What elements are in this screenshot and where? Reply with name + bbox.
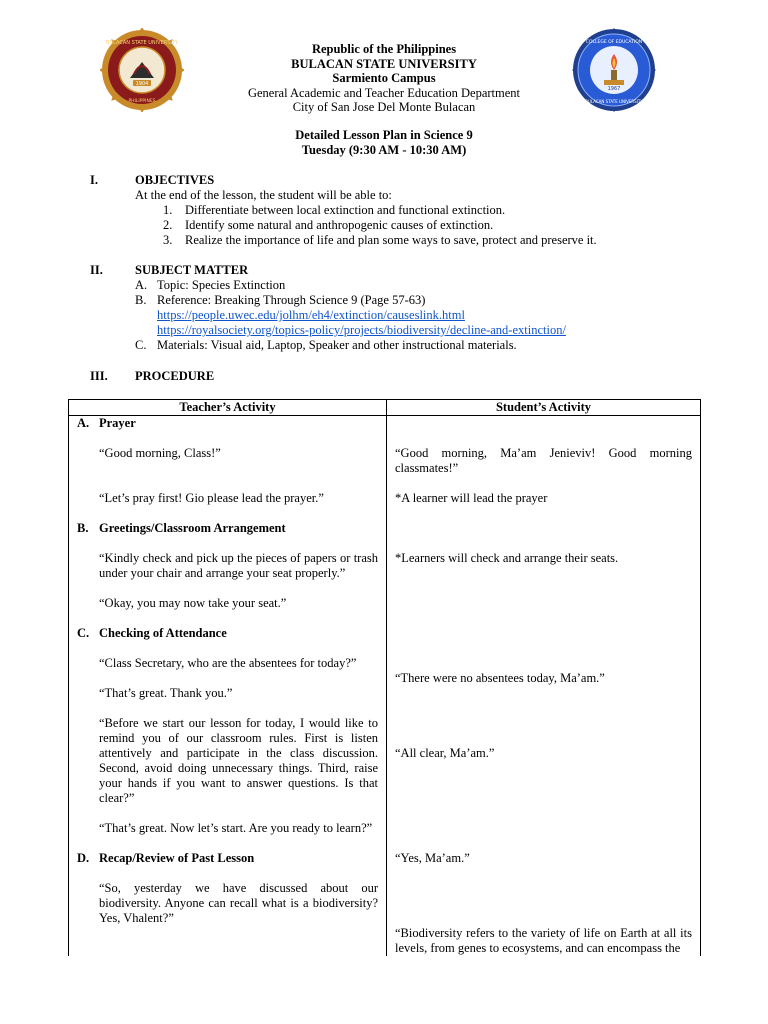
reference-link-royalsociety[interactable]: https://royalsociety.org/topics-policy/projects/biodiversity/decline-and-extinction/ [157,323,566,337]
bulacan-state-university-seal-icon [100,28,184,112]
title-line2: Tuesday (9:30 AM - 10:30 AM) [301,143,467,157]
procedure-table [68,399,701,956]
header-university: BULACAN STATE UNIVERSITY [291,56,477,71]
student-line: “All clear, Ma’am.” [395,746,495,760]
teacher-line: “Okay, you may now take your seat.” [99,596,287,610]
teacher-line: “That’s great. Now let’s start. Are you ready to learn?” [99,821,373,835]
student-line: “Yes, Ma’am.” [395,851,470,865]
teacher-line: “Let’s pray first! Gio please lead the prayer.” [99,491,324,505]
header-campus: Sarmiento Campus [332,71,436,85]
subject-title: SUBJECT MATTER [135,263,249,277]
student-line: “There were no absentees today, Ma’am.” [395,671,605,685]
right-seal-text-bottom: BULACAN STATE UNIVERSITY [585,99,643,104]
subject-reference: B. Reference: Breaking Through Science 9 (Page 57-63) [135,293,426,307]
left-seal-text-top: BULACAN STATE UNIVERSITY [106,40,178,46]
step-attendance: C. Checking of Attendance [77,626,227,640]
objectives-intro: At the end of the lesson, the student will be able to: [135,188,392,202]
procedure-number: III. [90,369,108,383]
teacher-line: “Kindly check and pick up the pieces of papers or trash under your chair and arrange your seat properly.” [99,551,378,580]
step-recap: D. Recap/Review of Past Lesson [77,851,255,865]
teacher-line: “Good morning, Class!” [99,446,221,460]
objective-item: 2. Identify some natural and anthropogenic causes of extinction. [163,218,494,232]
teacher-activity-header: Teacher’s Activity [69,400,387,416]
header-republic: Republic of the Philippines [311,42,457,56]
objectives-number: I. [90,173,98,187]
objective-item: 3. Realize the importance of life and plan some ways to save, protect and preserve it. [163,233,597,247]
left-seal-text-bottom: PHILIPPINES [128,99,156,104]
objectives-title: OBJECTIVES [135,173,215,187]
teacher-line: “So, yesterday we have discussed about our biodiversity. Anyone can recall what is a biodiversity? Yes, Vhalent?” [99,881,378,925]
step-greetings: B. Greetings/Classroom Arrangement [77,521,286,535]
student-line: “Biodiversity refers to the variety of life on Earth at all its levels, from genes to ecosystems, and can encompass the [395,926,692,955]
title-line1: Detailed Lesson Plan in Science 9 [295,128,473,142]
left-seal-year: 1904 [135,81,149,87]
teacher-line: “Class Secretary, who are the absentees for today?” [99,656,357,670]
objective-item: 1. Differentiate between local extinction and functional extinction. [163,203,506,217]
reference-link-uwec[interactable]: https://people.uwec.edu/jolhm/eh4/extinction/causeslink.html [157,308,465,322]
right-seal-year: 1967 [607,86,621,92]
student-activity-cell [387,416,701,957]
subject-materials: C. Materials: Visual aid, Laptop, Speaker and other instructional materials. [135,338,517,352]
subject-topic: A. Topic: Species Extinction [135,278,286,292]
subject-matter-section [90,263,730,358]
right-seal-text-top: COLLEGE OF EDUCATION [585,40,643,45]
lesson-plan-title [180,128,588,158]
step-prayer: A. Prayer [77,416,136,430]
header-city: City of San Jose Del Monte Bulacan [292,100,476,114]
document-header [180,42,588,115]
teacher-activity-cell [69,416,387,957]
procedure-section [90,369,730,385]
objectives-section [90,173,730,253]
header-department: General Academic and Teacher Education Department [247,85,521,100]
student-line: *Learners will check and arrange their seats. [395,551,619,565]
student-line: “Good morning, Ma’am Jenieviv! Good morning classmates!” [395,446,692,475]
teacher-line: “That’s great. Thank you.” [99,686,233,700]
student-activity-header: Student’s Activity [387,400,701,416]
subject-number: II. [90,263,103,277]
procedure-title: PROCEDURE [135,369,215,383]
teacher-line: “Before we start our lesson for today, I would like to remind you of our classroom rules. First is listen attentively and participate in the class discussion. Second, avoid doing unnecessary things. Third, raise your hands if you want to answer questions. Is that clear?” [99,716,378,805]
student-line: *A learner will lead the prayer [395,491,548,505]
